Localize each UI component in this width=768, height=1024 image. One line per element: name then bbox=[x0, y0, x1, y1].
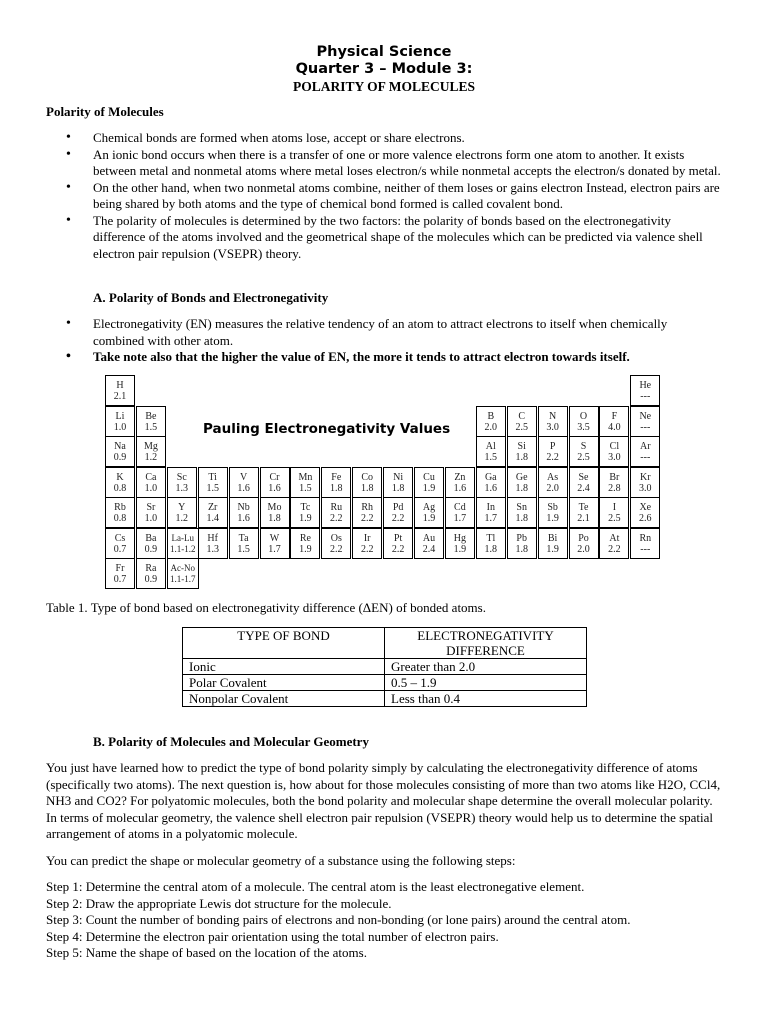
element-en-value: --- bbox=[640, 391, 651, 402]
element-symbol: Hg bbox=[453, 532, 466, 544]
element-symbol: Pt bbox=[393, 532, 403, 544]
en-bullet-list bbox=[46, 316, 721, 366]
element-symbol: Rh bbox=[361, 502, 374, 513]
list-item: • The polarity of molecules is determined by the two factors: the polarity of bonds based on the electronegativity difference of the atoms involved and the geometrical shape of the molecules which can be predicted via valence shell electron pair repulsion (VSEPR) theory. bbox=[46, 213, 721, 263]
element-en-value: 1.5 bbox=[206, 482, 219, 494]
element-en-value: 1.9 bbox=[546, 513, 559, 524]
topic-title: POLARITY OF MOLECULES bbox=[292, 79, 476, 94]
element-symbol: W bbox=[269, 532, 280, 544]
element-en-value: 1.3 bbox=[206, 543, 219, 555]
element-cell-cd bbox=[445, 497, 475, 528]
element-cell-ga bbox=[476, 467, 506, 498]
element-symbol: Po bbox=[578, 532, 589, 544]
element-en-value: 0.8 bbox=[113, 513, 127, 524]
element-cell-au bbox=[414, 528, 444, 559]
element-en-value: 2.0 bbox=[546, 482, 559, 494]
element-en-value: 0.7 bbox=[113, 543, 127, 555]
element-en-value: 0.7 bbox=[113, 574, 127, 585]
element-symbol: Na bbox=[114, 441, 126, 452]
step-item: Step 2: Draw the appropriate Lewis dot structure for the molecule. bbox=[46, 895, 392, 911]
element-symbol: At bbox=[609, 532, 620, 544]
element-cell-sr bbox=[136, 497, 166, 528]
element-symbol: Hf bbox=[207, 532, 218, 544]
element-symbol: Sb bbox=[547, 502, 558, 513]
element-cell-ge bbox=[507, 467, 537, 498]
element-cell-sb bbox=[538, 497, 568, 528]
list-item: • An ionic bond occurs when there is a transfer of one or more valence electrons form one atom to another. It exists between metal and nonmetal atoms where metal loses electron/s while nonmetal accepts the electron/s donated by metal. bbox=[46, 147, 721, 180]
element-cell-rh bbox=[352, 497, 382, 528]
element-symbol: I bbox=[612, 502, 617, 513]
element-symbol: Cl bbox=[609, 441, 620, 452]
element-en-value: 0.8 bbox=[113, 482, 127, 494]
element-en-value: 1.3 bbox=[175, 482, 189, 494]
element-en-value: 2.2 bbox=[330, 543, 343, 555]
element-cell-he bbox=[630, 375, 660, 406]
periodic-table-title: Pauling Electronegativity Values bbox=[203, 421, 451, 437]
element-symbol: Pd bbox=[392, 502, 404, 513]
element-symbol: Al bbox=[485, 441, 496, 452]
element-cell-co bbox=[352, 467, 382, 498]
element-symbol: S bbox=[580, 441, 587, 452]
element-symbol: Mn bbox=[298, 471, 313, 483]
element-en-value: 1.0 bbox=[113, 421, 127, 433]
element-symbol: V bbox=[239, 471, 248, 483]
element-cell-kr bbox=[630, 467, 660, 498]
element-symbol: Tc bbox=[300, 502, 311, 513]
element-symbol: K bbox=[116, 471, 124, 483]
element-cell-ag bbox=[414, 497, 444, 528]
element-symbol: C bbox=[518, 410, 526, 422]
element-symbol: Mg bbox=[143, 441, 158, 452]
element-en-value: 4.0 bbox=[608, 421, 621, 433]
element-en-value: 2.2 bbox=[391, 513, 405, 524]
element-symbol: Pb bbox=[516, 532, 527, 544]
element-en-value: 2.4 bbox=[422, 543, 436, 555]
element-symbol: La-Lu bbox=[171, 532, 195, 543]
element-cell-ni bbox=[383, 467, 413, 498]
element-symbol: Ac-No bbox=[170, 563, 196, 573]
element-cell-ca bbox=[136, 467, 166, 498]
element-cell-al bbox=[476, 436, 506, 467]
bond-type-table bbox=[182, 627, 587, 707]
element-cell-fe bbox=[321, 467, 351, 498]
element-en-value: 1.6 bbox=[237, 482, 250, 494]
element-symbol: Te bbox=[578, 502, 589, 513]
element-en-value: 2.2 bbox=[391, 543, 405, 555]
element-symbol: B bbox=[487, 410, 495, 422]
element-cell-zr bbox=[198, 497, 228, 528]
element-en-value: 1.4 bbox=[206, 513, 219, 524]
element-symbol: Fe bbox=[331, 471, 342, 483]
table-cell: Polar Covalent bbox=[183, 675, 385, 691]
element-en-value: 1.9 bbox=[422, 482, 436, 494]
table-cell: 0.5 – 1.9 bbox=[385, 675, 587, 691]
element-cell-hf bbox=[198, 528, 228, 559]
element-en-value: 1.8 bbox=[515, 543, 528, 555]
element-cell-c bbox=[507, 406, 537, 437]
element-symbol: Cd bbox=[454, 502, 466, 513]
element-cell-pd bbox=[383, 497, 413, 528]
element-en-value: 3.5 bbox=[577, 421, 590, 433]
element-en-value: 2.2 bbox=[608, 543, 621, 555]
element-symbol: Ra bbox=[145, 563, 157, 574]
element-en-value: 1.0 bbox=[144, 482, 158, 494]
element-en-value: 1.9 bbox=[453, 543, 467, 555]
table-caption: Table 1. Type of bond based on electronegativity difference (ΔEN) of bonded atoms. bbox=[46, 600, 486, 615]
element-en-value: 2.2 bbox=[330, 513, 343, 524]
step-item: Step 3: Count the number of bonding pairs of electrons and non-bonding (or lone pairs) around the central atom. bbox=[46, 912, 631, 927]
element-en-value: 3.0 bbox=[639, 482, 652, 494]
table-cell: Less than 0.4 bbox=[385, 691, 587, 707]
element-en-value: 1.9 bbox=[299, 513, 312, 524]
element-symbol: Ne bbox=[639, 410, 652, 422]
step-item: Step 5: Name the shape of based on the location of the atoms. bbox=[46, 945, 367, 960]
element-en-value: 1.7 bbox=[453, 513, 467, 524]
element-en-value: --- bbox=[640, 452, 651, 463]
element-cell-mg bbox=[136, 436, 166, 467]
element-cell-ac-no bbox=[167, 558, 199, 589]
table-cell: Ionic bbox=[183, 659, 385, 675]
element-cell-at bbox=[599, 528, 629, 559]
element-symbol: Os bbox=[330, 532, 342, 544]
element-en-value: 2.5 bbox=[577, 452, 590, 463]
element-symbol: O bbox=[579, 410, 588, 422]
element-symbol: Co bbox=[361, 471, 374, 483]
element-cell-la-lu bbox=[167, 528, 199, 559]
element-cell-w bbox=[260, 528, 290, 559]
element-en-value: 0.9 bbox=[113, 452, 127, 463]
element-symbol: Mo bbox=[267, 502, 282, 513]
element-cell-pb bbox=[507, 528, 537, 559]
section-heading: Polarity of Molecules bbox=[46, 104, 164, 119]
element-cell-li bbox=[105, 406, 135, 437]
element-en-value: 3.0 bbox=[608, 452, 621, 463]
table-cell: Greater than 2.0 bbox=[385, 659, 587, 675]
element-cell-y bbox=[167, 497, 197, 528]
element-cell-pt bbox=[383, 528, 413, 559]
paragraph-steps-intro: You can predict the shape or molecular geometry of a substance using the following steps: bbox=[46, 853, 516, 868]
document-title: Physical Science bbox=[316, 44, 452, 60]
table-row bbox=[183, 659, 587, 675]
intro-bullet-list bbox=[46, 130, 721, 262]
element-symbol: Ni bbox=[393, 471, 404, 483]
table-row bbox=[183, 691, 587, 707]
element-cell-cu bbox=[414, 467, 444, 498]
element-en-value: 2.2 bbox=[546, 452, 559, 463]
element-cell-ba bbox=[136, 528, 166, 559]
element-symbol: Re bbox=[299, 532, 311, 544]
element-cell-bi bbox=[538, 528, 568, 559]
element-cell-cs bbox=[105, 528, 135, 559]
element-en-value: 1.8 bbox=[515, 513, 528, 524]
element-en-value: 1.7 bbox=[268, 543, 281, 555]
element-cell-mo bbox=[260, 497, 290, 528]
element-en-value: 1.8 bbox=[515, 482, 528, 494]
element-symbol: Ti bbox=[208, 471, 217, 483]
element-cell-hg bbox=[445, 528, 475, 559]
element-symbol: Bi bbox=[547, 532, 558, 544]
element-en-value: 2.2 bbox=[360, 543, 374, 555]
element-cell-se bbox=[569, 467, 599, 498]
element-en-value: 1.5 bbox=[484, 452, 498, 463]
element-symbol: Zn bbox=[454, 471, 466, 483]
periodic-table-image bbox=[105, 375, 663, 588]
element-cell-nb bbox=[229, 497, 259, 528]
element-en-value: 1.7 bbox=[484, 513, 498, 524]
element-en-value: 1.5 bbox=[237, 543, 250, 555]
element-en-value: 2.0 bbox=[484, 421, 498, 433]
element-en-value: 2.5 bbox=[515, 421, 528, 433]
element-cell-sn bbox=[507, 497, 537, 528]
element-symbol: Ga bbox=[484, 471, 497, 483]
element-cell-as bbox=[538, 467, 568, 498]
document-header bbox=[0, 44, 768, 95]
element-cell-br bbox=[599, 467, 629, 498]
element-en-value: 2.6 bbox=[639, 513, 652, 524]
element-cell-h bbox=[105, 375, 135, 406]
element-en-value: 1.9 bbox=[299, 543, 312, 555]
element-cell-cr bbox=[260, 467, 290, 498]
element-en-value: --- bbox=[640, 421, 651, 433]
element-cell-tl bbox=[476, 528, 506, 559]
element-cell-ir bbox=[352, 528, 382, 559]
element-symbol: Fr bbox=[115, 563, 125, 574]
element-cell-ru bbox=[321, 497, 351, 528]
element-symbol: Li bbox=[115, 410, 125, 422]
element-en-value: 1.8 bbox=[330, 482, 343, 494]
element-en-value: 1.2 bbox=[144, 452, 158, 463]
table-header-cell: TYPE OF BOND bbox=[183, 628, 385, 659]
table-row bbox=[183, 675, 587, 691]
table-header-cell: ELECTRONEGATIVITY DIFFERENCE bbox=[385, 628, 587, 659]
step-item: Step 4: Determine the electron pair orientation using the total number of electron pairs. bbox=[46, 928, 499, 944]
element-en-value: 1.6 bbox=[453, 482, 467, 494]
element-cell-te bbox=[569, 497, 599, 528]
element-en-value: 2.4 bbox=[577, 482, 590, 494]
element-symbol: P bbox=[549, 441, 556, 452]
element-cell-b bbox=[476, 406, 506, 437]
element-en-value: 1.1-1.7 bbox=[170, 574, 196, 584]
table-cell: Nonpolar Covalent bbox=[183, 691, 385, 707]
element-cell-xe bbox=[630, 497, 660, 528]
element-symbol: As bbox=[547, 471, 559, 483]
element-cell-mn bbox=[290, 467, 320, 498]
element-symbol: Se bbox=[578, 471, 589, 483]
element-symbol: Ir bbox=[363, 532, 371, 544]
element-symbol: In bbox=[486, 502, 495, 513]
element-en-value: 3.0 bbox=[546, 421, 559, 433]
element-cell-n bbox=[538, 406, 568, 437]
element-en-value: 1.5 bbox=[144, 421, 158, 433]
list-item: • Electronegativity (EN) measures the relative tendency of an atom to attract electrons to itself when chemically combined with other atom. bbox=[46, 316, 721, 349]
element-symbol: Si bbox=[517, 441, 526, 452]
element-symbol: Ca bbox=[145, 471, 157, 483]
element-cell-si bbox=[507, 436, 537, 467]
element-en-value: 1.6 bbox=[268, 482, 281, 494]
element-en-value: 1.9 bbox=[422, 513, 436, 524]
element-en-value: 1.8 bbox=[360, 482, 374, 494]
element-cell-be bbox=[136, 406, 166, 437]
table-header-row bbox=[183, 628, 587, 659]
element-symbol: Br bbox=[609, 471, 620, 483]
element-en-value: 1.8 bbox=[391, 482, 405, 494]
element-cell-o bbox=[569, 406, 599, 437]
element-cell-po bbox=[569, 528, 599, 559]
element-symbol: Xe bbox=[639, 502, 652, 513]
element-cell-ta bbox=[229, 528, 259, 559]
element-cell-rn bbox=[630, 528, 660, 559]
element-en-value: 2.1 bbox=[113, 391, 127, 402]
element-en-value: 1.2 bbox=[175, 513, 189, 524]
list-item: • Take note also that the higher the value of EN, the more it tends to attract electron towards itself. bbox=[46, 349, 721, 366]
element-cell-re bbox=[290, 528, 320, 559]
element-en-value: 0.9 bbox=[144, 574, 158, 585]
element-cell-f bbox=[599, 406, 629, 437]
element-cell-ne bbox=[630, 406, 660, 437]
element-en-value: --- bbox=[640, 543, 651, 555]
element-cell-ar bbox=[630, 436, 660, 467]
element-cell-sc bbox=[167, 467, 197, 498]
element-cell-rb bbox=[105, 497, 135, 528]
element-symbol: Ta bbox=[238, 532, 249, 544]
element-cell-k bbox=[105, 467, 135, 498]
element-symbol: Rn bbox=[639, 532, 652, 544]
element-en-value: 2.5 bbox=[608, 513, 621, 524]
element-en-value: 2.1 bbox=[577, 513, 590, 524]
element-cell-s bbox=[569, 436, 599, 467]
element-symbol: Ar bbox=[640, 441, 651, 452]
element-cell-v bbox=[229, 467, 259, 498]
element-en-value: 2.8 bbox=[608, 482, 621, 494]
element-symbol: F bbox=[611, 410, 618, 422]
element-symbol: Nb bbox=[237, 502, 250, 513]
element-cell-fr bbox=[105, 558, 135, 589]
element-en-value: 1.8 bbox=[268, 513, 281, 524]
element-cell-i bbox=[599, 497, 629, 528]
element-en-value: 1.6 bbox=[484, 482, 498, 494]
element-symbol: Y bbox=[178, 502, 186, 513]
element-symbol: Sr bbox=[146, 502, 156, 513]
element-symbol: Ru bbox=[330, 502, 343, 513]
element-cell-na bbox=[105, 436, 135, 467]
element-en-value: 1.1-1.2 bbox=[170, 543, 196, 554]
subheading-b: B. Polarity of Molecules and Molecular Geometry bbox=[93, 734, 369, 749]
element-symbol: Tl bbox=[486, 532, 496, 544]
element-cell-ra bbox=[136, 558, 166, 589]
element-cell-in bbox=[476, 497, 506, 528]
list-item: • On the other hand, when two nonmetal atoms combine, neither of them loses or gains electron Instead, electron pairs are being shared by both atoms and the type of chemical bond formed is called covalent bond. bbox=[46, 180, 721, 213]
element-symbol: Ba bbox=[145, 532, 157, 544]
module-title: Quarter 3 – Module 3: bbox=[295, 61, 473, 77]
list-item: • Chemical bonds are formed when atoms lose, accept or share electrons. bbox=[46, 130, 721, 147]
element-symbol: Be bbox=[145, 410, 157, 422]
paragraph-vsepr: You just have learned how to predict the type of bond polarity simply by calculating the electronegativity difference of atoms (specifically two atoms). The next question is, how about for those molecules consisting of more than two atoms like H2O, CCl4, NH3 and CO2? For polyatomic molecules, both the bond polarity and molecular shape determine the overall molecular polarity. In terms of molecular geometry, the valence shell electron pair repulsion (VSEPR) theory would help us to determine the spatial arrangement of atoms in a polyatomic molecule. bbox=[46, 760, 721, 841]
element-en-value: 1.0 bbox=[144, 513, 158, 524]
step-item: Step 1: Determine the central atom of a molecule. The central atom is the least electronegative element. bbox=[46, 879, 585, 894]
element-en-value: 1.8 bbox=[484, 543, 498, 555]
element-en-value: 2.2 bbox=[360, 513, 374, 524]
element-symbol: Ge bbox=[515, 471, 528, 483]
element-symbol: N bbox=[548, 410, 557, 422]
element-en-value: 2.0 bbox=[577, 543, 590, 555]
element-en-value: 1.6 bbox=[237, 513, 250, 524]
element-symbol: Cr bbox=[269, 471, 280, 483]
element-en-value: 1.9 bbox=[546, 543, 559, 555]
steps-list bbox=[46, 879, 746, 962]
element-symbol: He bbox=[639, 380, 652, 391]
element-symbol: Sn bbox=[516, 502, 527, 513]
element-cell-tc bbox=[290, 497, 320, 528]
element-symbol: H bbox=[116, 380, 124, 391]
element-symbol: Au bbox=[422, 532, 436, 544]
element-en-value: 1.5 bbox=[299, 482, 312, 494]
element-symbol: Sc bbox=[176, 471, 187, 483]
element-cell-cl bbox=[599, 436, 629, 467]
element-symbol: Cs bbox=[114, 532, 126, 544]
element-symbol: Kr bbox=[640, 471, 651, 483]
element-symbol: Cu bbox=[423, 471, 435, 483]
element-symbol: Ag bbox=[422, 502, 436, 513]
element-cell-zn bbox=[445, 467, 475, 498]
element-en-value: 0.9 bbox=[144, 543, 158, 555]
subheading-a: A. Polarity of Bonds and Electronegativity bbox=[93, 290, 329, 305]
element-en-value: 1.8 bbox=[515, 452, 528, 463]
element-symbol: Rb bbox=[114, 502, 126, 513]
element-cell-p bbox=[538, 436, 568, 467]
element-symbol: Zr bbox=[207, 502, 218, 513]
element-cell-ti bbox=[198, 467, 228, 498]
element-cell-os bbox=[321, 528, 351, 559]
